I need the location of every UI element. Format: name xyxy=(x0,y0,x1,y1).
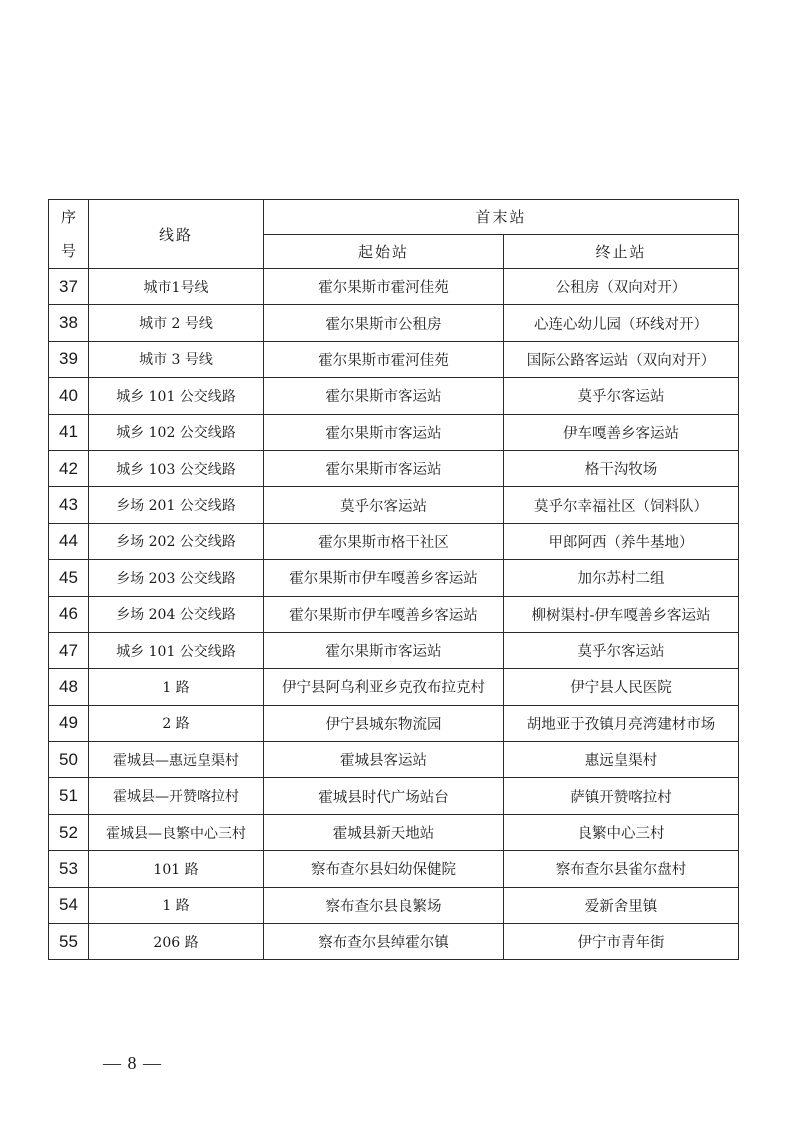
table-row xyxy=(49,378,739,414)
table-row xyxy=(49,705,739,741)
route-name: 乡场 204 公交线路 xyxy=(89,596,264,632)
end-station: 国际公路客运站（双向对开） xyxy=(504,341,739,377)
route-name: 乡场 203 公交线路 xyxy=(89,560,264,596)
row-number: 46 xyxy=(49,596,89,632)
end-station: 胡地亚于孜镇月亮湾建材市场 xyxy=(504,705,739,741)
route-name: 乡场 202 公交线路 xyxy=(89,523,264,559)
table-row xyxy=(49,269,739,305)
start-station: 霍尔果斯市伊车嘎善乡客运站 xyxy=(264,560,504,596)
table-row xyxy=(49,742,739,778)
page-number: — 8 — xyxy=(103,1053,162,1073)
route-name: 1 路 xyxy=(89,887,264,923)
table-row xyxy=(49,414,739,450)
start-station: 察布查尔县绰霍尔镇 xyxy=(264,924,504,960)
row-number: 54 xyxy=(49,887,89,923)
header-route: 线路 xyxy=(89,200,264,269)
start-station: 霍尔果斯市客运站 xyxy=(264,414,504,450)
row-number: 40 xyxy=(49,378,89,414)
end-station: 柳树渠村-伊车嘎善乡客运站 xyxy=(504,596,739,632)
route-name: 城乡 101 公交线路 xyxy=(89,632,264,668)
route-name: 城乡 102 公交线路 xyxy=(89,414,264,450)
route-name: 城乡 101 公交线路 xyxy=(89,378,264,414)
route-name: 城市 3 号线 xyxy=(89,341,264,377)
start-station: 伊宁县阿乌利亚乡克孜布拉克村 xyxy=(264,669,504,705)
route-name: 城市 2 号线 xyxy=(89,305,264,341)
row-number: 48 xyxy=(49,669,89,705)
table-row xyxy=(49,632,739,668)
table-row xyxy=(49,523,739,559)
row-number: 41 xyxy=(49,414,89,450)
row-number: 39 xyxy=(49,341,89,377)
header-number-top: 序 xyxy=(60,208,76,226)
start-station: 霍尔果斯市格干社区 xyxy=(264,523,504,559)
end-station: 萨镇开赞喀拉村 xyxy=(504,778,739,814)
start-station: 霍尔果斯市客运站 xyxy=(264,632,504,668)
start-station: 霍尔果斯市霍河佳苑 xyxy=(264,269,504,305)
start-station: 霍尔果斯市公租房 xyxy=(264,305,504,341)
end-station: 莫乎尔客运站 xyxy=(504,378,739,414)
table-row xyxy=(49,487,739,523)
end-station: 伊车嘎善乡客运站 xyxy=(504,414,739,450)
route-name: 101 路 xyxy=(89,851,264,887)
table-row xyxy=(49,596,739,632)
route-name: 霍城县—惠远皇渠村 xyxy=(89,742,264,778)
start-station: 霍尔果斯市伊车嘎善乡客运站 xyxy=(264,596,504,632)
table-row xyxy=(49,560,739,596)
table-row xyxy=(49,778,739,814)
row-number: 43 xyxy=(49,487,89,523)
row-number: 42 xyxy=(49,450,89,486)
start-station: 察布查尔县良繁场 xyxy=(264,887,504,923)
route-name: 霍城县—开赞喀拉村 xyxy=(89,778,264,814)
table-row xyxy=(49,851,739,887)
end-station: 甲郎阿西（养牛基地） xyxy=(504,523,739,559)
end-station: 伊宁县人民医院 xyxy=(504,669,739,705)
route-name: 霍城县—良繁中心三村 xyxy=(89,814,264,850)
table-row xyxy=(49,924,739,960)
route-name: 城市1号线 xyxy=(89,269,264,305)
row-number: 52 xyxy=(49,814,89,850)
start-station: 伊宁县城东物流园 xyxy=(264,705,504,741)
row-number: 38 xyxy=(49,305,89,341)
end-station: 爱新舍里镇 xyxy=(504,887,739,923)
row-number: 47 xyxy=(49,632,89,668)
route-name: 城乡 103 公交线路 xyxy=(89,450,264,486)
table-row xyxy=(49,814,739,850)
start-station: 察布查尔县妇幼保健院 xyxy=(264,851,504,887)
table-row xyxy=(49,305,739,341)
start-station: 霍城县时代广场站台 xyxy=(264,778,504,814)
end-station: 良繁中心三村 xyxy=(504,814,739,850)
header-number-bottom: 号 xyxy=(60,242,76,260)
row-number: 53 xyxy=(49,851,89,887)
table-row xyxy=(49,887,739,923)
start-station: 霍城县客运站 xyxy=(264,742,504,778)
route-name: 206 路 xyxy=(89,924,264,960)
end-station: 莫乎尔幸福社区（饲料队） xyxy=(504,487,739,523)
route-table-body xyxy=(49,269,739,960)
row-number: 37 xyxy=(49,269,89,305)
end-station: 格干沟牧场 xyxy=(504,450,739,486)
end-station: 察布查尔县雀尔盘村 xyxy=(504,851,739,887)
row-number: 50 xyxy=(49,742,89,778)
start-station: 霍尔果斯市客运站 xyxy=(264,378,504,414)
start-station: 霍尔果斯市客运站 xyxy=(264,450,504,486)
end-station: 公租房（双向对开） xyxy=(504,269,739,305)
route-name: 乡场 201 公交线路 xyxy=(89,487,264,523)
start-station: 莫乎尔客运站 xyxy=(264,487,504,523)
header-end-station: 终止站 xyxy=(504,234,739,269)
end-station: 莫乎尔客运站 xyxy=(504,632,739,668)
row-number: 44 xyxy=(49,523,89,559)
table-row xyxy=(49,450,739,486)
header-stations: 首末站 xyxy=(264,200,739,235)
table-row xyxy=(49,669,739,705)
end-station: 加尔苏村二组 xyxy=(504,560,739,596)
route-name: 1 路 xyxy=(89,669,264,705)
start-station: 霍城县新天地站 xyxy=(264,814,504,850)
header-start-station: 起始站 xyxy=(264,234,504,269)
row-number: 51 xyxy=(49,778,89,814)
route-name: 2 路 xyxy=(89,705,264,741)
end-station: 惠远皇渠村 xyxy=(504,742,739,778)
row-number: 55 xyxy=(49,924,89,960)
start-station: 霍尔果斯市霍河佳苑 xyxy=(264,341,504,377)
end-station: 伊宁市青年街 xyxy=(504,924,739,960)
row-number: 49 xyxy=(49,705,89,741)
header-number xyxy=(49,200,89,269)
route-table xyxy=(48,199,739,960)
row-number: 45 xyxy=(49,560,89,596)
table-row xyxy=(49,341,739,377)
end-station: 心连心幼儿园（环线对开） xyxy=(504,305,739,341)
